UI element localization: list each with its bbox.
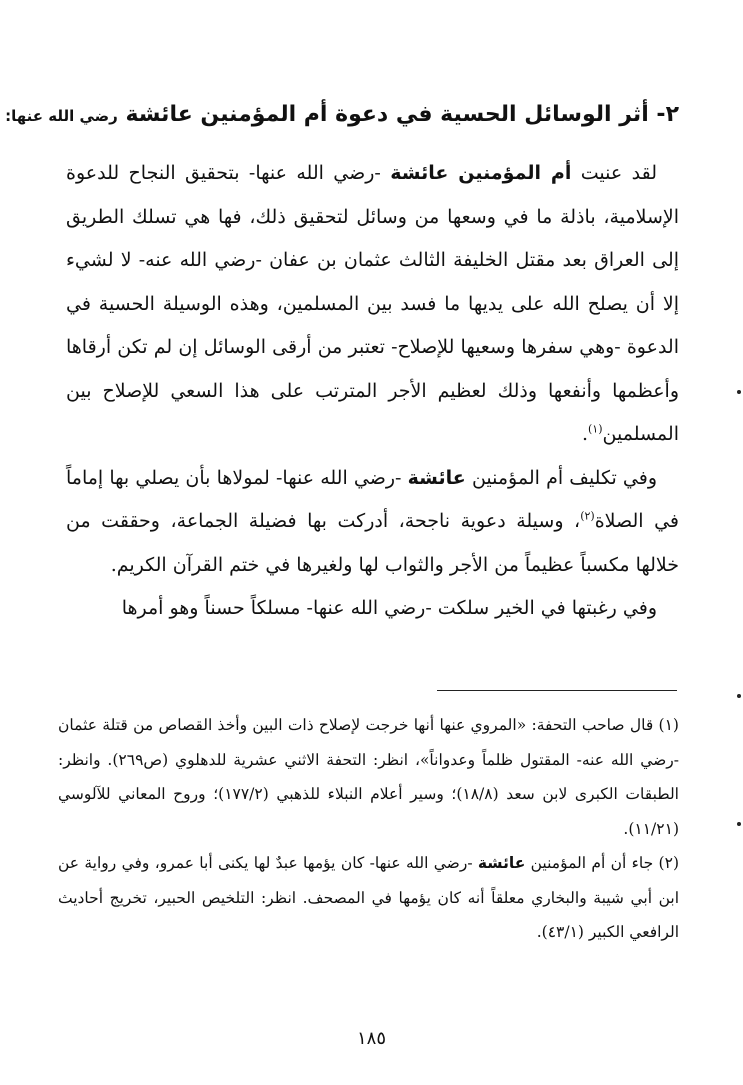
section-heading [5,98,679,133]
paragraph-name: أم المؤمنين عائشة [390,162,572,184]
section-honorific: رضي الله عنها: [5,107,118,125]
paragraph [66,457,679,588]
footnote [58,846,679,950]
scan-edge-mark [737,390,741,394]
paragraph-text: -رضي الله عنها- لمولاها بأن يصلي بها إماماً في الصلاة [66,466,679,532]
paragraph-text: وفي رغبتها في الخير سلكت -رضي الله عنها- مسلكاً حسناً وهو أمرها [121,597,657,619]
body-text [66,152,679,631]
scan-edge-mark [737,822,741,826]
footnote-tail: -رضي الله عنها- كان يؤمها عبدٌ لها يكنى أبا عمرو، وفي رواية عن ابن أبي شيبة والبخاري معلقاً أنه كان يؤمها في المصحف. انظر: التلخيص الحبير، تخريج أحاديث الرافعي الكبير (٤٣/١). [58,854,679,941]
footnote-number: (٢) [658,854,679,872]
section-number: ٢- [656,102,679,127]
paragraph [66,152,679,457]
footnote-ref: (٢) [580,509,595,523]
paragraph-text: -رضي الله عنها- بتحقيق النجاح للدعوة الإسلامية، باذلة ما في وسعها من وسائل لتحقيق ذلك، فها هي تسلك الطريق إلى العراق بعد مقتل الخليفة الثالث عثمان بن عفان -رضي الله عنه- لا لشيء إلا أن يصلح الله على يديها ما فسد بين المسلمين، وهذه الوسيلة الحسية في الدعوة -وهي سفرها وسعيها للإصلاح- تعتبر من أرقى الوسائل إن لم تكن أرقاها وأعظمها وأنفعها وذلك لعظيم الأجر المترتب على هذا السعي للإصلاح بين المسلمين [66,162,679,445]
footnotes [58,708,679,950]
paragraph-name: عائشة [407,466,466,489]
paragraph [66,587,679,631]
footnote [58,708,679,846]
paragraph-lead: وفي تكليف أم المؤمنين [471,466,658,489]
footnote-text: جاء أن أم المؤمنين [530,854,654,872]
footnote-divider [437,690,677,691]
footnote-number: (١) [658,716,679,734]
footnote-name: عائشة [477,854,526,872]
page-number: ١٨٥ [356,1028,386,1049]
section-title: أثر الوسائل الحسية في دعوة أم المؤمنين عائشة [125,102,649,127]
footnote-text: قال صاحب التحفة: «المروي عنها أنها خرجت لإصلاح ذات البين وأخذ القصاص من قتلة عثمان -رضي الله عنه- المقتول ظلماً وعدواناً»، انظر: التحفة الاثني عشرية للدهلوي (ص٢٦٩). وانظر: الطبقات الكبرى لابن سعد (١٨/٨)؛ وسير أعلام النبلاء للذهبي (١٧٧/٢)؛ وروح المعاني للآلوسي (١١/٢١). [58,716,680,838]
paragraph-lead: لقد عنيت [580,162,657,184]
paragraph-tail: ، وسيلة دعوية ناجحة، أدركت بها فضيلة الجماعة، وحققت من خلالها مكسباً عظيماً من الأجر والثواب لها ولغيرها في ختم القرآن الكريم. [66,510,679,576]
footnote-ref: (١) [588,422,603,436]
paragraph-tail: . [581,423,588,445]
scan-edge-mark [737,694,741,698]
